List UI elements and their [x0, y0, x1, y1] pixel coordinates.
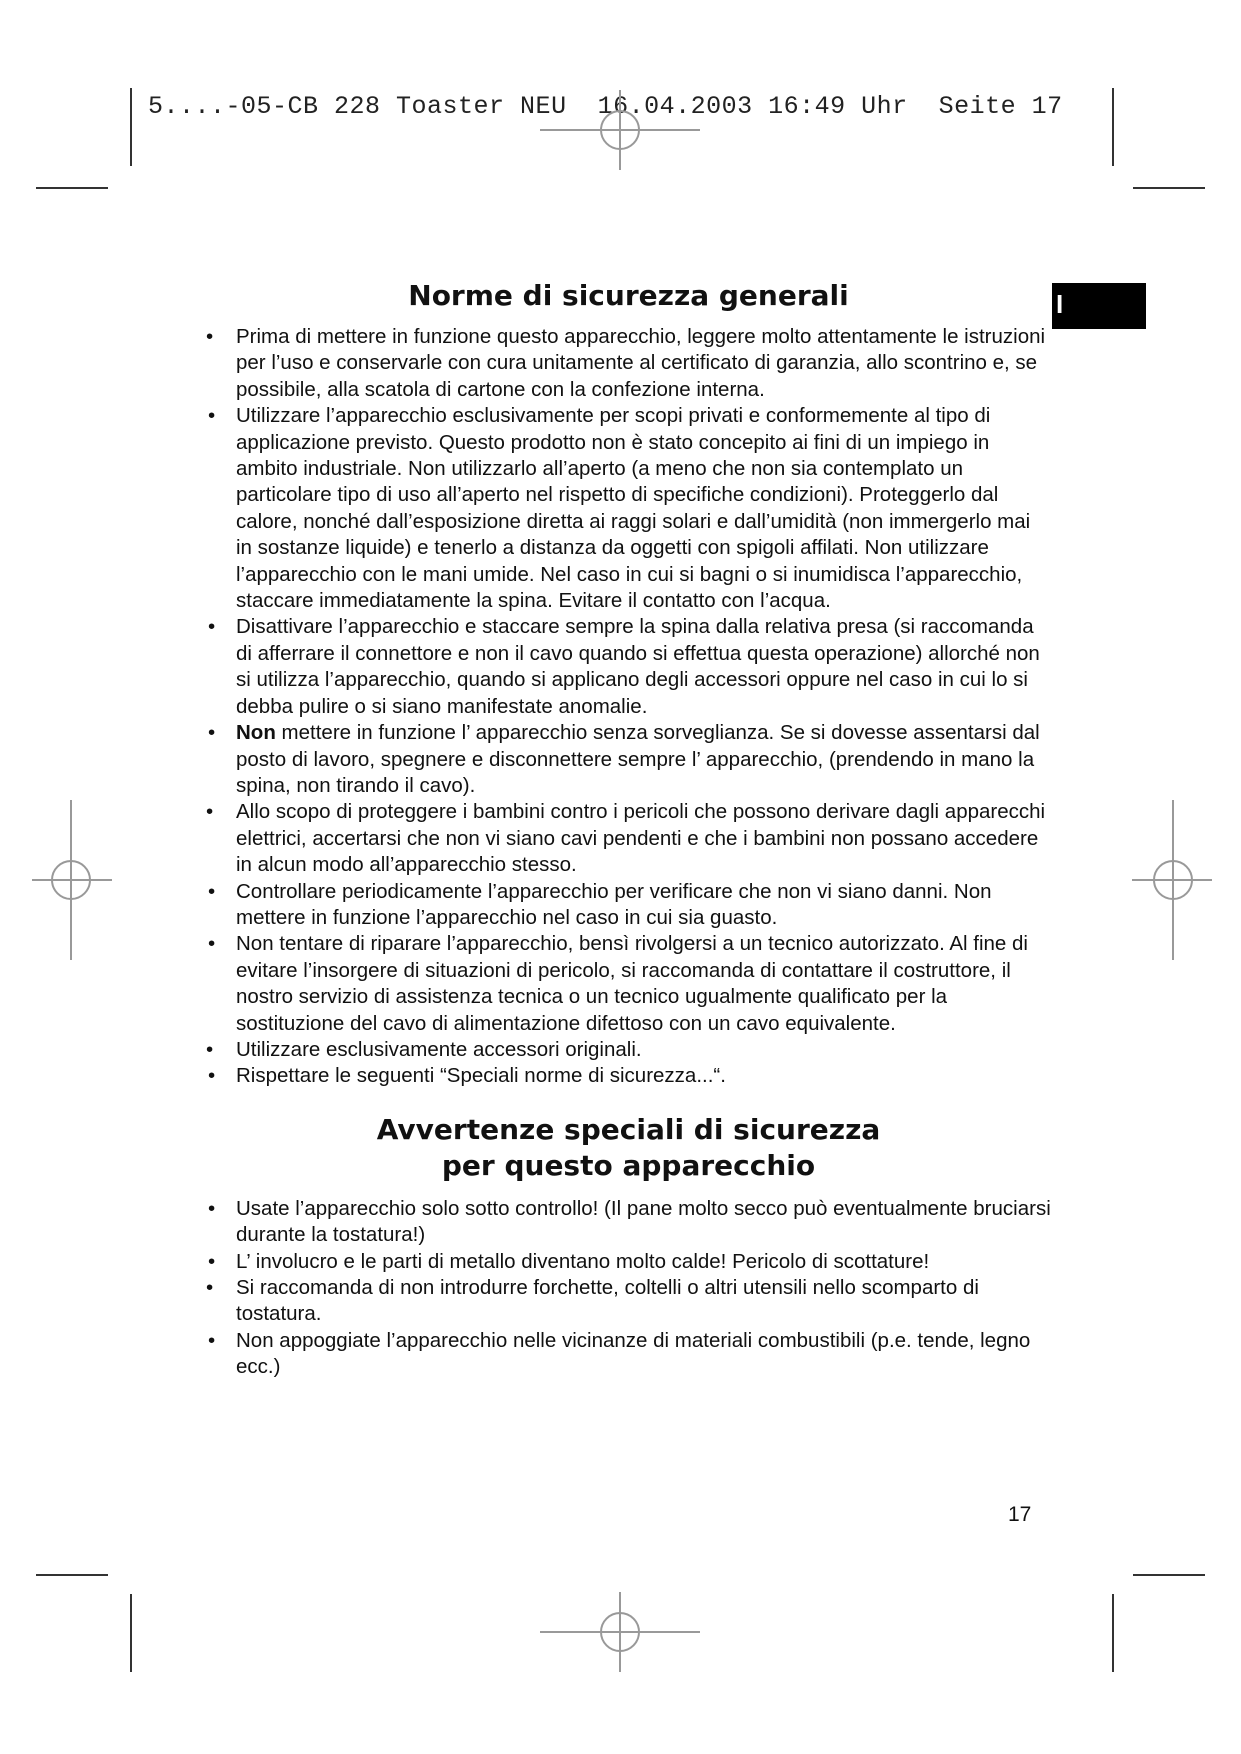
bullet-icon: • — [208, 721, 216, 745]
emphasis-lead: Non — [236, 721, 276, 745]
bullet-icon: • — [208, 1249, 216, 1273]
list-item: • Prima di mettere in funzione questo apparecchio, leggere molto attentamente le istruzioni per l’uso e conservarle con cura unitamente al certificato di garanzia, allo scontrino e, se possibile, alla scatola di cartone con la confezione interna. — [206, 325, 1046, 401]
crop-mark-top-left-vertical — [130, 88, 132, 166]
list-item: • Rispettare le seguenti “Speciali norme di sicurezza...“. — [206, 1063, 1051, 1089]
list-item: • Allo scopo di proteggere i bambini contro i pericoli che possono derivare dagli apparecchi elettrici, accertarsi che non vi siano cavi pendenti e che i bambini non possano accedere in alcun modo all’apparecchio stesso. — [206, 800, 1046, 877]
list-item: • Non tentare di riparare l’apparecchio, bensì rivolgersi a un tecnico autorizzato. Al fine di evitare l’insorgere di situazioni di pericolo, si raccomanda di contattare il costruttore, il nostro servizio di assistenza tecnica o un tecnico ugualmente qualificato per la sostituzione del cavo di alimentazione difettoso con un cavo equivalente. — [208, 932, 1028, 1035]
list-item: • Non appoggiate l’apparecchio nelle vicinanze di materiali combustibili (p.e. tende, legno ecc.) — [208, 1328, 1031, 1379]
list-item: • Si raccomanda di non introdurre forchette, coltelli o altri utensili nello scomparto di tostatura. — [206, 1276, 979, 1326]
registration-mark-right — [1132, 800, 1212, 960]
print-slug-line: 5....-05-CB 228 Toaster NEU 16.04.2003 16:49 Uhr Seite 17 — [148, 92, 1063, 121]
registration-mark-left — [32, 800, 112, 960]
bullet-icon: • — [208, 615, 216, 639]
language-tab: I — [1052, 283, 1146, 329]
crop-mark-bottom-right-vertical — [1112, 1594, 1114, 1672]
list-item: • L’ involucro e le parti di metallo diventano molto calde! Pericolo di scottature! — [206, 1249, 1051, 1275]
bullet-icon: • — [208, 1064, 216, 1088]
section-title-special-warnings: Avvertenze speciali di sicurezza per questo apparecchio — [376, 1112, 881, 1182]
list-item: • Disattivare l’apparecchio e staccare sempre la spina dalla relativa presa (si raccomanda di afferrare il connettore e non il cavo quando si effettua questa operazione) allorché non si utilizza l’apparecchio, quando si applicano degli accessori oppure nel caso in cui lo si debba pulire o si siano manifestate anomalie. — [208, 615, 1040, 718]
bullet-icon: • — [206, 325, 214, 348]
special-warnings-list — [206, 1196, 1051, 1381]
bullet-icon: • — [206, 1276, 214, 1299]
list-item: • Non mettere in funzione l’ apparecchio senza sorveglianza. Se si dovesse assentarsi dal posto di lavoro, spegnere e disconnettere sempre l’ apparecchio, (prendendo in mano la spina, non tirando il cavo). — [208, 721, 1040, 797]
crop-mark-bottom-left-vertical — [130, 1594, 132, 1672]
crop-mark-bottom-left-horizontal — [36, 1574, 108, 1576]
list-item: • Utilizzare l’apparecchio esclusivamente per scopi privati e conformemente al tipo di applicazione previsto. Questo prodotto non è stato concepito ai fini di un impiego in ambito industriale. Non utilizzarlo all’aperto (a meno che non sia contemplato un particolare tipo di uso all’aperto nel rispetto di specifiche condizioni). Proteggerlo dal calore, nonché dall’esposizione diretta ai raggi solari e dall’umidità (non immergerlo mai in sostanze liquide) e tenerlo a distanza da oggetti con spigoli affilati. Non utilizzare l’apparecchio con le mani umide. Nel caso in cui si bagni o si inumidisca l’apparecchio, staccare immediatamente la spina. Evitare il contatto con l’acqua. — [208, 404, 1031, 613]
bullet-icon: • — [208, 1196, 216, 1220]
list-item: • Utilizzare esclusivamente accessori originali. — [206, 1037, 1051, 1063]
crop-mark-top-right-horizontal — [1133, 187, 1205, 189]
registration-mark-bottom — [540, 1592, 700, 1672]
registration-mark-top — [540, 90, 700, 170]
crop-mark-bottom-right-horizontal — [1133, 1574, 1205, 1576]
list-item: • Usate l’apparecchio solo sotto controllo! (Il pane molto secco può eventualmente bruciarsi durante la tostatura!) — [208, 1196, 1051, 1247]
bullet-icon: • — [208, 879, 216, 903]
page-content — [206, 278, 1051, 1381]
bullet-icon: • — [208, 932, 216, 956]
crop-mark-top-right-vertical — [1112, 88, 1114, 166]
crop-mark-top-left-horizontal — [36, 187, 108, 189]
general-safety-list — [206, 324, 1051, 1090]
bullet-icon: • — [206, 800, 214, 824]
section-title-general-safety: Norme di sicurezza generali — [408, 279, 849, 312]
bullet-icon: • — [206, 1037, 214, 1061]
bullet-icon: • — [208, 404, 216, 428]
bullet-icon: • — [208, 1328, 216, 1352]
list-item: • Controllare periodicamente l’apparecchio per verificare che non vi siano danni. Non mettere in funzione l’apparecchio nel caso in cui sia guasto. — [208, 879, 992, 929]
page-number: 17 — [1008, 1503, 1032, 1526]
